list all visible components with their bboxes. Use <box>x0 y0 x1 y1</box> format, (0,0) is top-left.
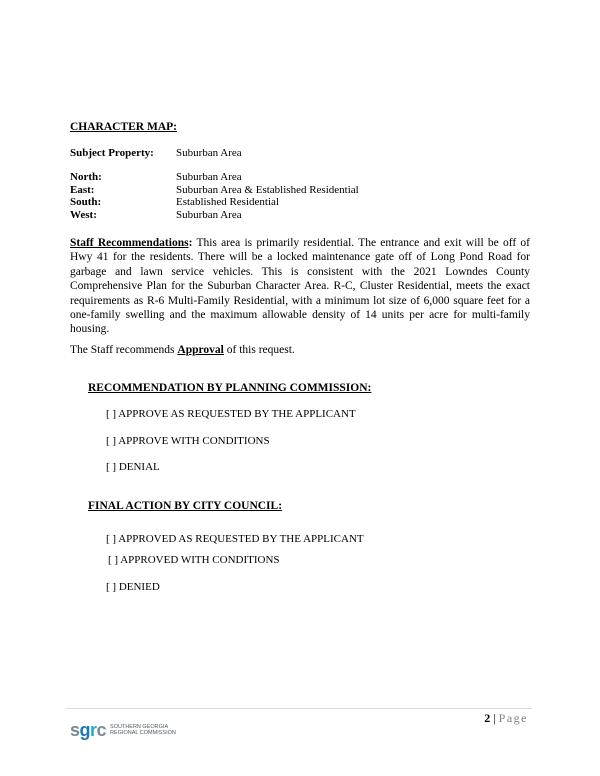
north-label: North: <box>70 171 102 183</box>
staff-recommendations-colon: : <box>188 237 193 249</box>
logo-letter-c: c <box>96 720 107 740</box>
staff-recommends-line <box>70 344 295 356</box>
staff-recommendations-text: This area is primarily residential. The entrance and exit will be off of Hwy 41 for the residents. There will be a locked maintenance gate off of Long Pond Road for garbage and lawn service vehicles. This is consistent with the 2021 Lowndes County Comprehensive Plan for the Suburban Character Area. R-C, Cluster Residential, meets the exact requirements as R-6 Multi-Family Residential, with a minimum lot size of 6,000 square feet for a one-family swelling and the maximum allowable density of 14 units per acre for multi-family housing. <box>70 237 530 336</box>
footer-divider <box>66 708 532 709</box>
sgrc-logo-text <box>110 724 176 737</box>
logo-text-line2: REGIONAL COMMISSION <box>110 730 176 736</box>
sgrc-logo-mark <box>70 721 106 739</box>
council-option-conditions: [ ] APPROVED WITH CONDITIONS <box>108 554 280 566</box>
subject-property-value: Suburban Area <box>176 147 242 159</box>
east-value: Suburban Area & Established Residential <box>176 184 359 196</box>
page-separator: | <box>493 711 496 725</box>
west-label: West: <box>70 209 97 221</box>
page-number: 2 <box>484 711 491 725</box>
planning-commission-heading: RECOMMENDATION BY PLANNING COMMISSION: <box>88 382 372 394</box>
north-value: Suburban Area <box>176 171 242 183</box>
subject-property-label: Subject Property: <box>70 147 154 159</box>
planning-option-approve: [ ] APPROVE AS REQUESTED BY THE APPLICANT <box>106 408 356 420</box>
east-label: East: <box>70 184 95 196</box>
page-word: Page <box>498 711 528 725</box>
staff-recommendations-paragraph <box>70 236 530 337</box>
logo-letter-r: r <box>90 720 97 740</box>
south-value: Established Residential <box>176 196 279 208</box>
council-option-denied: [ ] DENIED <box>106 581 160 593</box>
page-number-footer <box>484 711 528 726</box>
recommend-approval: Approval <box>177 344 224 356</box>
recommend-suffix: of this request. <box>223 344 295 356</box>
sgrc-logo <box>70 720 176 740</box>
logo-text-line1: SOUTHERN GEORGIA <box>110 723 169 730</box>
city-council-heading: FINAL ACTION BY CITY COUNCIL: <box>88 500 283 512</box>
planning-option-conditions: [ ] APPROVE WITH CONDITIONS <box>106 435 270 447</box>
logo-letter-s: s <box>70 720 80 740</box>
staff-recommendations-label: Staff Recommendations <box>70 237 189 249</box>
west-value: Suburban Area <box>176 209 242 221</box>
south-label: South: <box>70 196 102 208</box>
planning-option-denial: [ ] DENIAL <box>106 461 160 473</box>
recommend-prefix: The Staff recommends <box>70 344 178 356</box>
council-option-approved: [ ] APPROVED AS REQUESTED BY THE APPLICANT <box>106 533 364 545</box>
character-map-heading: CHARACTER MAP: <box>70 121 178 133</box>
logo-letter-g: g <box>79 720 91 740</box>
